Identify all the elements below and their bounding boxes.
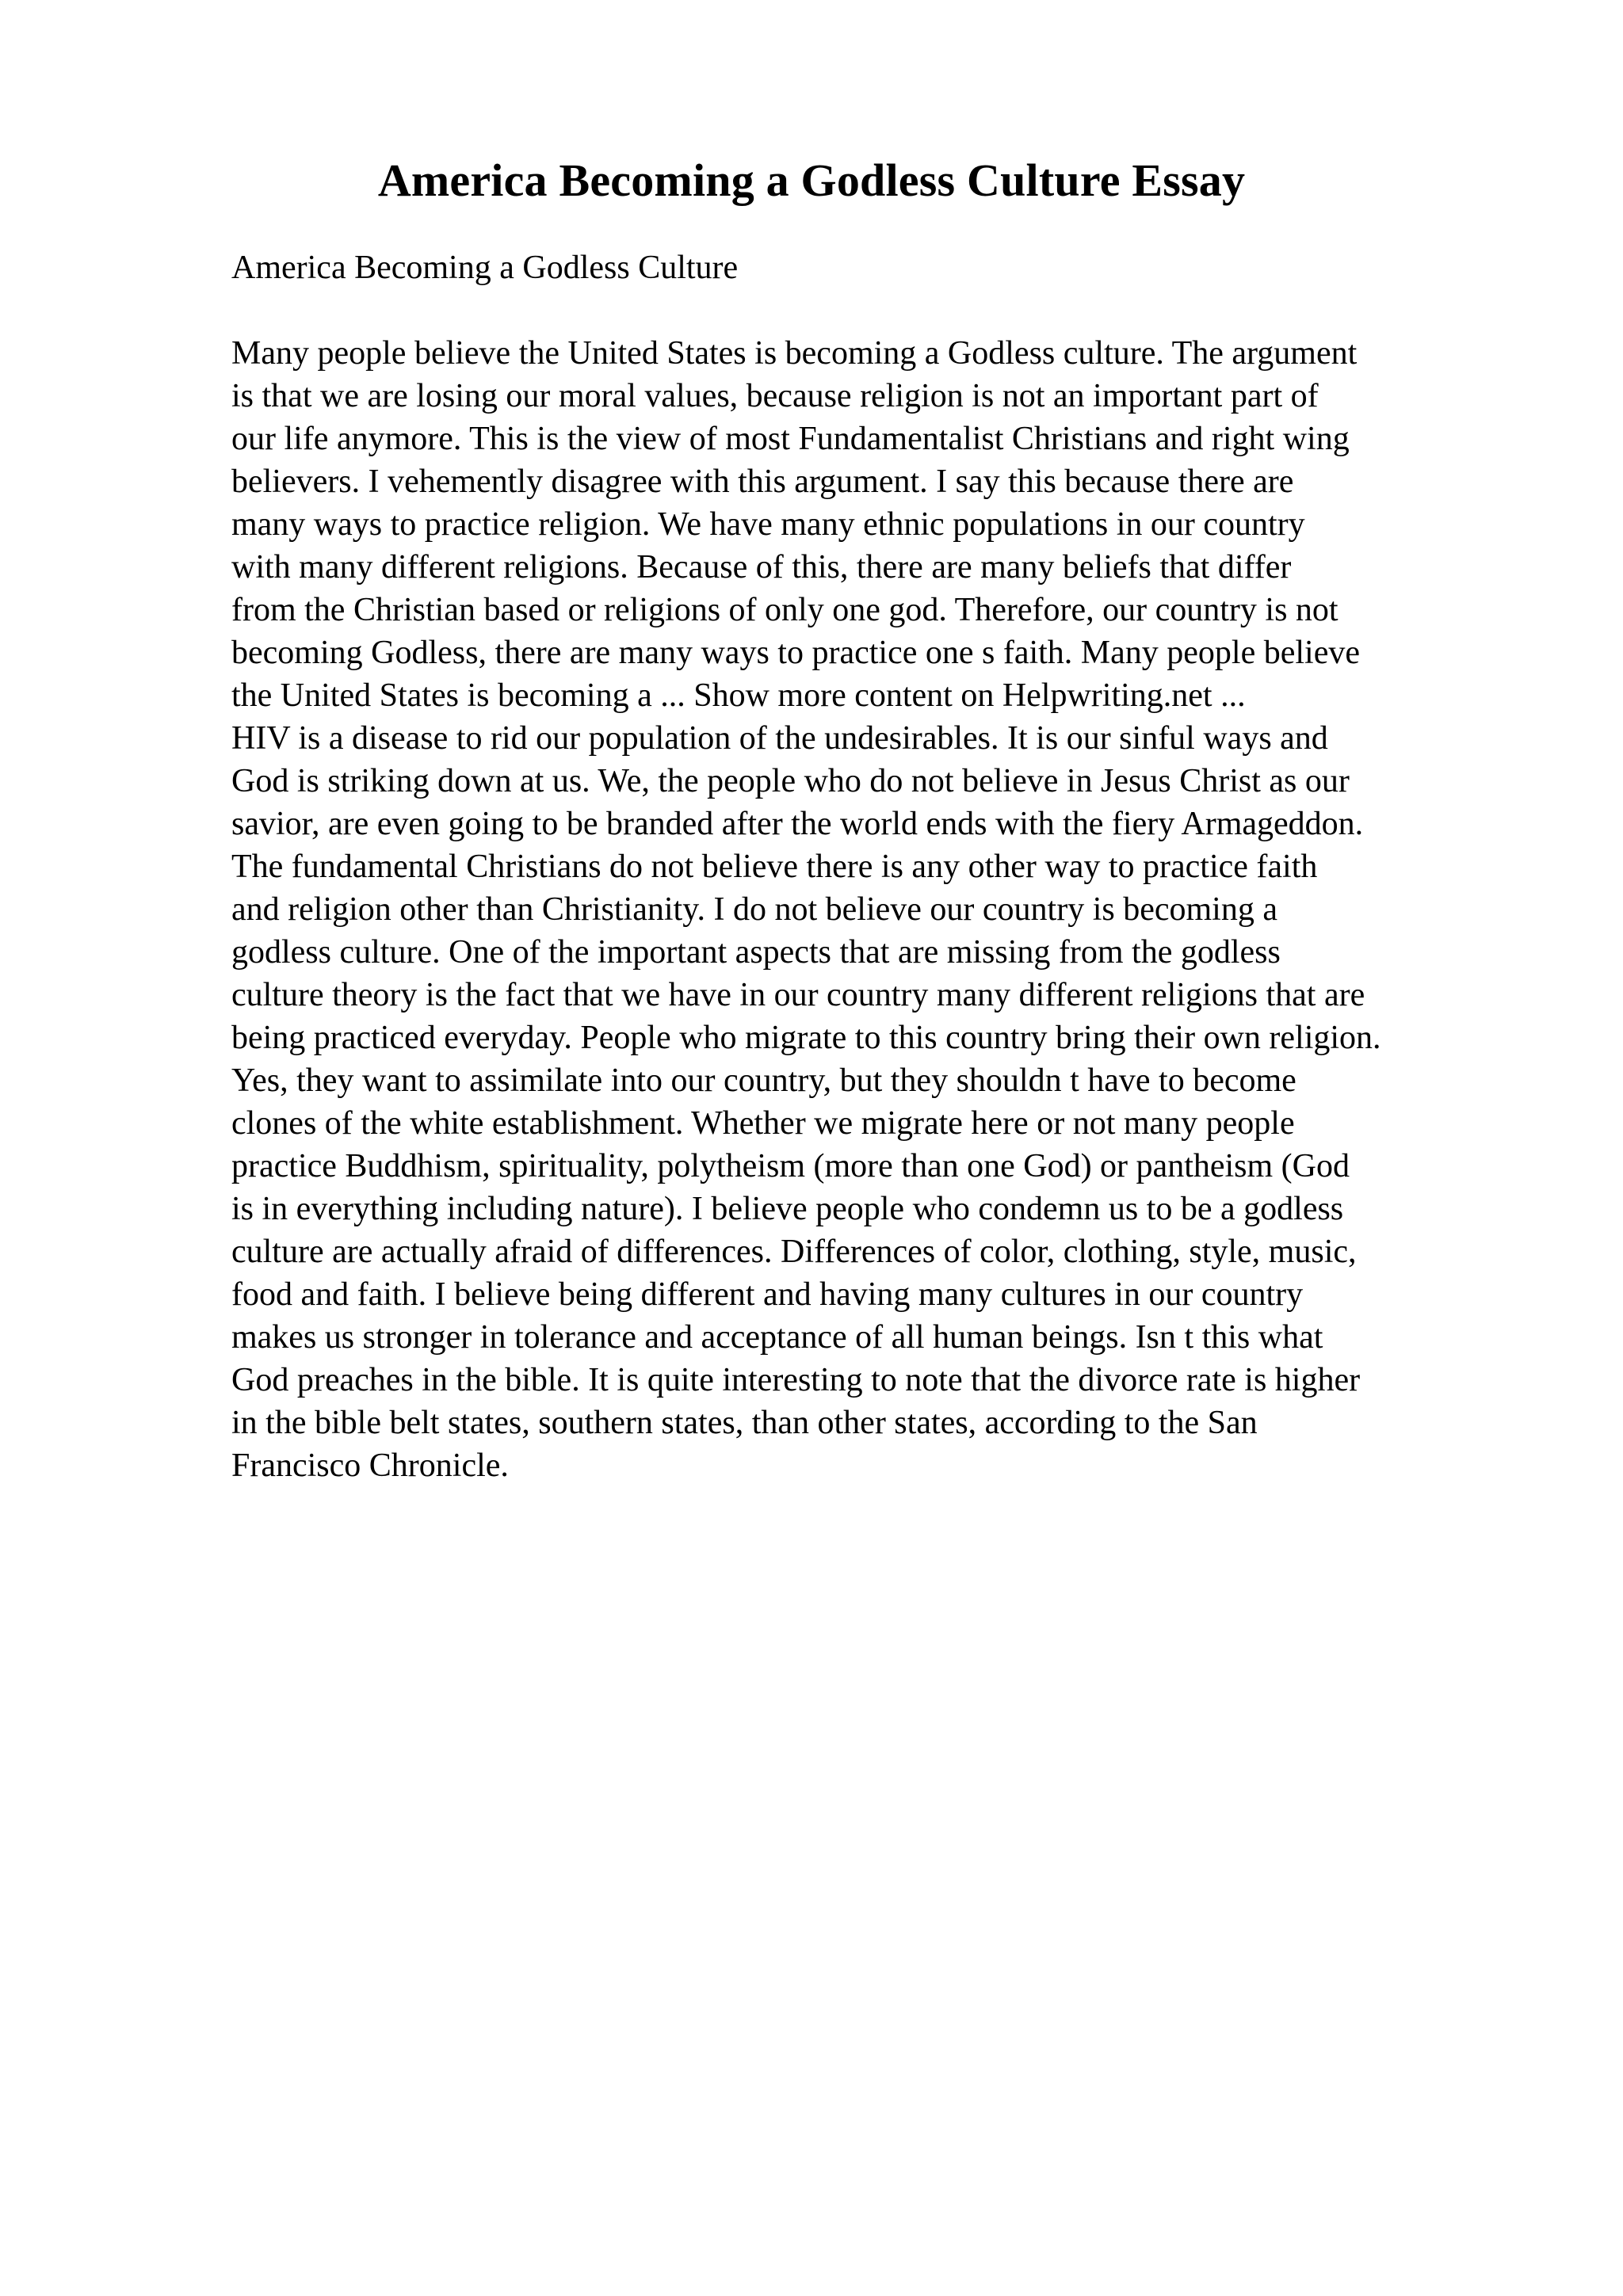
essay-line: God preaches in the bible. It is quite interesting to note that the divorce rate is higher [231,1362,1361,1398]
essay-line: Many people believe the United States is becoming a Godless culture. The argument [231,335,1358,372]
essay-line: culture theory is the fact that we have in our country many different religions that are [231,977,1365,1013]
essay-line: is that we are losing our moral values, because religion is not an important part of [231,378,1319,414]
essay-line: our life anymore. This is the view of most Fundamentalist Christians and right wing [231,421,1350,457]
essay-body [231,332,1381,1487]
essay-line: becoming Godless, there are many ways to practice one s faith. Many people believe [231,635,1361,671]
essay-line: the United States is becoming a ... Show more content on Helpwriting.net ... [231,677,1246,714]
essay-line: with many different religions. Because of this, there are many beliefs that differ [231,549,1292,585]
essay-line: culture are actually afraid of differences. Differences of color, clothing, style, music, [231,1234,1357,1270]
essay-line: in the bible belt states, southern states, than other states, according to the San [231,1405,1258,1441]
document-subtitle: America Becoming a Godless Culture [231,250,739,286]
essay-line: clones of the white establishment. Whether we migrate here or not many people [231,1105,1295,1142]
essay-line: being practiced everyday. People who migrate to this country bring their own religion. [231,1020,1381,1056]
essay-line: from the Christian based or religions of only one god. Therefore, our country is not [231,592,1338,628]
essay-line: makes us stronger in tolerance and acceptance of all human beings. Isn t this what [231,1319,1323,1356]
essay-line: The fundamental Christians do not believe there is any other way to practice faith [231,849,1318,885]
essay-line: practice Buddhism, spirituality, polytheism (more than one God) or pantheism (God [231,1148,1350,1184]
essay-line: Yes, they want to assimilate into our country, but they shouldn t have to become [231,1062,1296,1099]
essay-line: food and faith. I believe being different and having many cultures in our country [231,1276,1304,1313]
essay-line: believers. I vehemently disagree with this argument. I say this because there are [231,463,1294,500]
document-title: America Becoming a Godless Culture Essay [377,154,1246,206]
essay-line: Francisco Chronicle. [231,1447,509,1484]
essay-line: is in everything including nature). I believe people who condemn us to be a godless [231,1191,1344,1227]
essay-line: and religion other than Christianity. I do not believe our country is becoming a [231,891,1277,928]
essay-line: godless culture. One of the important aspects that are missing from the godless [231,934,1281,971]
essay-line: God is striking down at us. We, the people who do not believe in Jesus Christ as our [231,763,1350,799]
essay-line: HIV is a disease to rid our population of the undesirables. It is our sinful ways and [231,720,1328,757]
essay-line: savior, are even going to be branded after the world ends with the fiery Armageddon. [231,806,1364,842]
essay-line: many ways to practice religion. We have many ethnic populations in our country [231,506,1305,543]
